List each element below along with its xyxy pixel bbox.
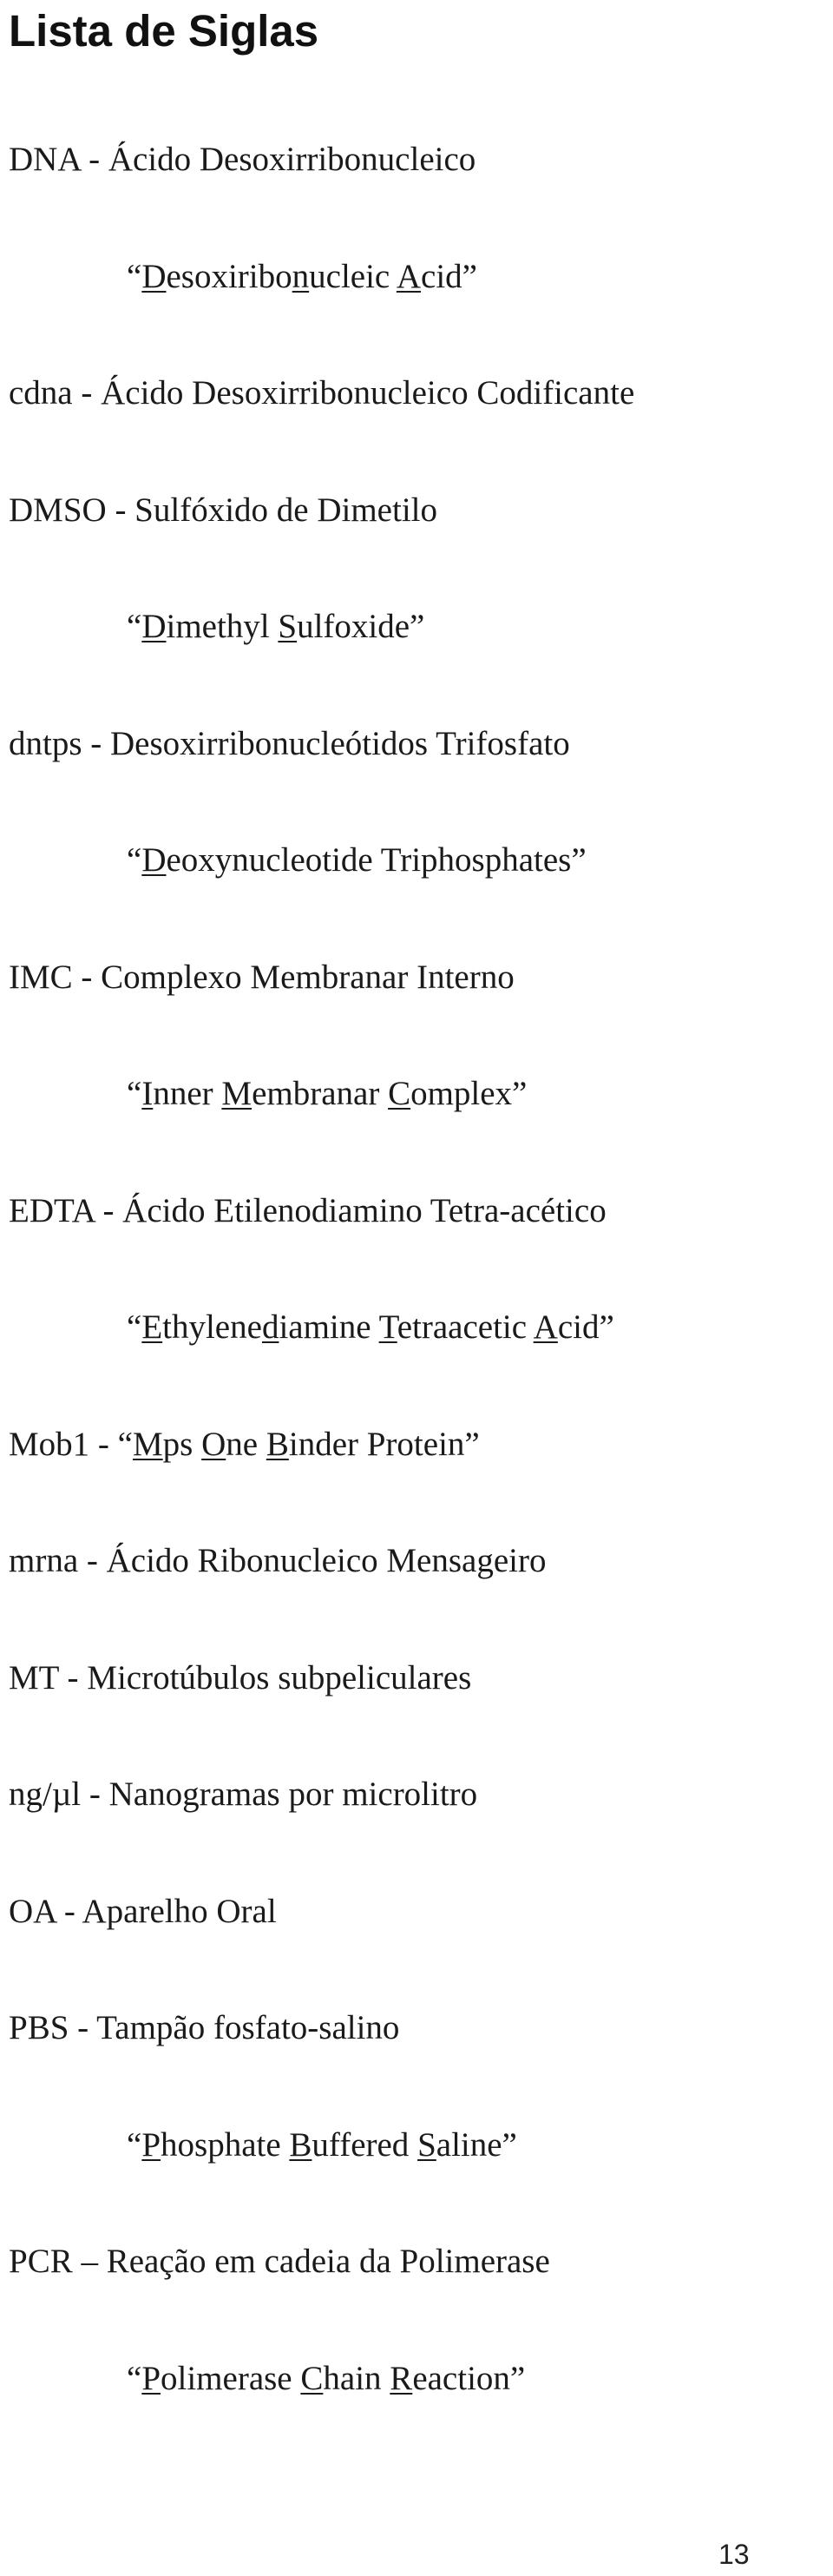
underlined-initial: d xyxy=(261,1308,279,1346)
text-run: eaction” xyxy=(412,2359,526,2397)
underlined-initial: B xyxy=(266,1425,289,1463)
acronym-entry-line: EDTA - Ácido Etilenodiamino Tetra-acético xyxy=(9,1191,607,1229)
acronym-expansion-line xyxy=(127,256,477,298)
text-run: “ xyxy=(127,1075,142,1112)
text-run: Mob1 - “ xyxy=(9,1425,133,1463)
acronym-expansion-line xyxy=(127,2358,525,2400)
acronym-entry-line: MT - Microtúbulos subpeliculares xyxy=(9,1658,472,1696)
underlined-initial: S xyxy=(417,2125,436,2164)
underlined-initial: T xyxy=(378,1308,397,1346)
underlined-initial: C xyxy=(300,2359,324,2397)
underlined-initial: M xyxy=(221,1075,253,1112)
acronym-expansion-line xyxy=(127,606,424,648)
acronym-entry-line: DMSO - Sulfóxido de Dimetilo xyxy=(9,491,437,529)
acronym-entry-line: mrna - Ácido Ribonucleico Mensageiro xyxy=(9,1542,547,1579)
underlined-initial: D xyxy=(141,608,167,645)
acronym-entry-line: dntps - Desoxirribonucleótidos Trifosfato xyxy=(9,724,570,762)
text-run: thylene xyxy=(162,1308,262,1346)
text-run: eoxynucleotide Triphosphates” xyxy=(166,841,587,879)
underlined-initial: P xyxy=(141,2359,161,2397)
underlined-initial: n xyxy=(292,257,310,295)
text-run: “ xyxy=(127,841,142,879)
text-run: ucleic xyxy=(309,257,397,295)
acronym-entry-line: ng/µl - Nanogramas por microlitro xyxy=(9,1776,478,1813)
acronym-entry-line: PBS - Tampão fosfato-salino xyxy=(9,2009,400,2046)
acronym-entry-line: cdna - Ácido Desoxirribonucleico Codificante xyxy=(9,374,635,412)
acronym-expansion-line xyxy=(127,1073,527,1115)
underlined-initial: B xyxy=(289,2125,312,2164)
text-run: uffered xyxy=(312,2125,418,2164)
text-run: ulfoxide” xyxy=(297,608,425,645)
underlined-initial: A xyxy=(533,1308,558,1346)
underlined-initial: P xyxy=(141,2125,161,2164)
underlined-initial: I xyxy=(141,1075,154,1112)
acronym-expansion-line xyxy=(127,2125,517,2166)
underlined-initial: A xyxy=(396,257,422,295)
text-run: “ xyxy=(127,257,142,295)
underlined-initial: M xyxy=(132,1425,163,1463)
underlined-initial: E xyxy=(141,1308,163,1346)
underlined-initial: R xyxy=(390,2359,413,2397)
text-run: imethyl xyxy=(166,608,279,645)
acronym-entry-line: DNA - Ácido Desoxirribonucleico xyxy=(9,141,476,178)
text-run: hosphate xyxy=(161,2125,290,2164)
text-run: “ xyxy=(127,2359,142,2397)
text-run: esoxiribo xyxy=(166,257,292,295)
text-run: “ xyxy=(127,608,142,645)
acronym-expansion-line xyxy=(127,1307,614,1348)
text-run: ps xyxy=(162,1425,202,1463)
text-run: cid” xyxy=(557,1308,614,1346)
text-run: inder Protein” xyxy=(288,1425,480,1463)
page-title: Lista de Siglas xyxy=(9,6,319,56)
text-run: hain xyxy=(323,2359,390,2397)
acronym-entry-line: OA - Aparelho Oral xyxy=(9,1892,277,1930)
underlined-initial: D xyxy=(141,841,167,879)
page-number: 13 xyxy=(718,2539,750,2570)
underlined-initial: O xyxy=(201,1425,226,1463)
text-run: iamine xyxy=(279,1308,379,1346)
text-run: “ xyxy=(127,1308,142,1346)
text-run: embranar xyxy=(252,1075,389,1112)
underlined-initial: D xyxy=(141,257,167,295)
acronym-entry-line: IMC - Complexo Membranar Interno xyxy=(9,958,515,996)
acronym-expansion-line xyxy=(127,840,587,881)
text-run: aline” xyxy=(436,2125,517,2164)
text-run: etraacetic xyxy=(397,1308,534,1346)
acronym-entry-line xyxy=(9,1424,480,1466)
text-run: omplex” xyxy=(410,1075,528,1112)
text-run: ne xyxy=(226,1425,266,1463)
underlined-initial: S xyxy=(278,608,298,645)
text-run: nner xyxy=(153,1075,222,1112)
underlined-initial: C xyxy=(388,1075,411,1112)
text-run: cid” xyxy=(421,257,477,295)
acronym-entry-line: PCR – Reação em cadeia da Polimerase xyxy=(9,2243,550,2280)
text-run: “ xyxy=(127,2125,142,2164)
text-run: olimerase xyxy=(161,2359,301,2397)
